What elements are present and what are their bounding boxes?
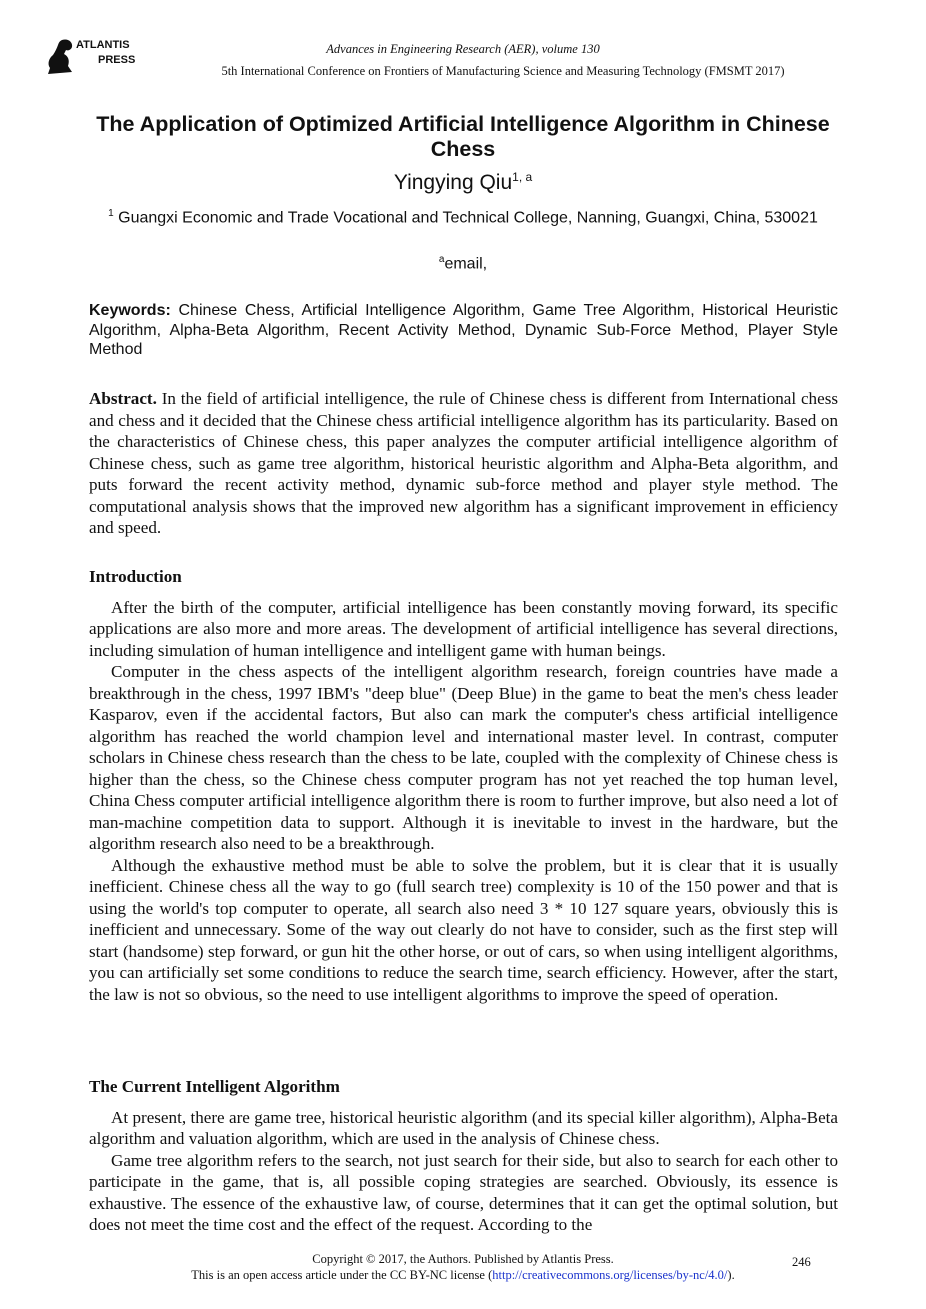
affiliation [100, 204, 826, 228]
logo-text-press: PRESS [98, 54, 136, 66]
affiliation-sup: 1 [108, 208, 114, 219]
section-heading: Introduction [89, 567, 182, 586]
abstract [89, 388, 838, 539]
abstract-label: Abstract. [89, 389, 157, 408]
paper-title: The Application of Optimized Artificial Intelligence Algorithm in Chinese Chess [96, 112, 830, 161]
keywords [89, 301, 838, 360]
paragraph: Computer in the chess aspects of the intelligent algorithm research, foreign countries have made a breakthrough in the chess, 1997 IBM's "deep blue" (Deep Blue) in the game to beat the men's chess leader Kasparov, even if the accidental factors, But also can mark the computer's chess artificial intelligence algorithm has reached the world champion level and international master level. In contrast, computer scholars in Chinese chess research than the chess to be late, coupled with the complexity of Chinese chess is higher than the chess, so the Chinese chess computer program has not yet reached the top human level, China Chess computer artificial intelligence algorithm there is room to further improve, but also need a lot of man-machine competition data to support. Although it is inevitable to invest in the hardware, but the algorithm research also need to be a breakthrough. [89, 662, 838, 853]
keywords-text: Chinese Chess, Artificial Intelligence Algorithm, Game Tree Algorithm, Historical Heuristic Algorithm, Alpha-Beta Algorithm, Recent Activity Method, Dynamic Sub-Force Method, Player Style Method [89, 302, 839, 359]
email [0, 254, 926, 273]
license-link[interactable]: http://creativecommons.org/licenses/by-nc/4.0/ [492, 1268, 728, 1282]
license-prefix: This is an open access article under the CC BY-NC license ( [191, 1268, 493, 1282]
affiliation-text: Guangxi Economic and Trade Vocational and Technical College, Nanning, Guangxi, China, 530021 [118, 209, 818, 227]
email-sup: a [438, 254, 445, 265]
conference-name: 5th International Conference on Frontiers of Manufacturing Science and Measuring Technology (FMSMT 2017) [221, 64, 785, 78]
license-suffix: ). [727, 1268, 735, 1282]
paragraph: Although the exhaustive method must be able to solve the problem, but it is clear that it is usually inefficient. Chinese chess all the way to go (full search tree) complexity is 10 of the 150 power and that is using the world's top computer to operate, all search also need 3 * 10 127 square years, obviously this is inefficient and unnecessary. Some of the way out clearly do not have to consider, such as the first step will start (handsome) step forward, or gun hit the other horse, or out of cars, so when using intelligent algorithms, you can artificially set some conditions to reduce the search time, search efficiency. However, after the start, the law is not so obvious, so the need to use intelligent algorithms to improve the speed of operation. [89, 855, 838, 1004]
logo-text-atlantis: ATLANTIS [76, 39, 130, 51]
footer [0, 1251, 926, 1283]
paragraph: After the birth of the computer, artificial intelligence has been constantly moving forward, its specific applications are also more and more areas. The development of artificial intelligence has several directions, including simulation of human intelligence and intelligent game with human beings. [89, 597, 838, 660]
author [0, 170, 926, 195]
copyright: Copyright © 2017, the Authors. Published by Atlantis Press. [312, 1252, 614, 1266]
paragraph: Game tree algorithm refers to the search, not just search for their side, but also to search for each other to participate in the game, that is, all possible coping strategies are searched. Obviously, its essence is exhaustive. The essence of the exhaustive law, of course, determines that it can get the optimal solution, but does not meet the time cost and the effect of the request. According to the [89, 1150, 838, 1234]
author-name: Yingying Qiu [393, 171, 513, 194]
section-current-algorithm [89, 1076, 838, 1236]
page-number: 246 [792, 1255, 811, 1269]
paragraph: At present, there are game tree, historical heuristic algorithm (and its special killer algorithm), Alpha-Beta algorithm and valuation algorithm, which are used in the analysis of Chinese chess. [89, 1107, 838, 1148]
section-heading: The Current Intelligent Algorithm [89, 1077, 340, 1096]
keywords-label: Keywords: [89, 302, 171, 319]
license-line [0, 1267, 926, 1283]
journal-name: Advances in Engineering Research (AER), volume 130 [326, 42, 600, 56]
abstract-text: In the field of artificial intelligence, the rule of Chinese chess is different from International chess and chess and it decided that the Chinese chess artificial intelligence algorithm has its particularity. Based on the characteristics of Chinese chess, this paper analyzes the computer artificial intelligence algorithm of Chinese chess, such as game tree algorithm, historical heuristic algorithm and Alpha-Beta algorithm, and puts forward the recent activity method, dynamic sub-force method and player style method. The computational analysis shows that the improved new algorithm has a significant improvement in efficiency and speed. [89, 389, 838, 537]
email-text: email, [444, 255, 488, 273]
author-sup: 1, a [512, 170, 533, 184]
section-introduction [89, 566, 838, 1005]
